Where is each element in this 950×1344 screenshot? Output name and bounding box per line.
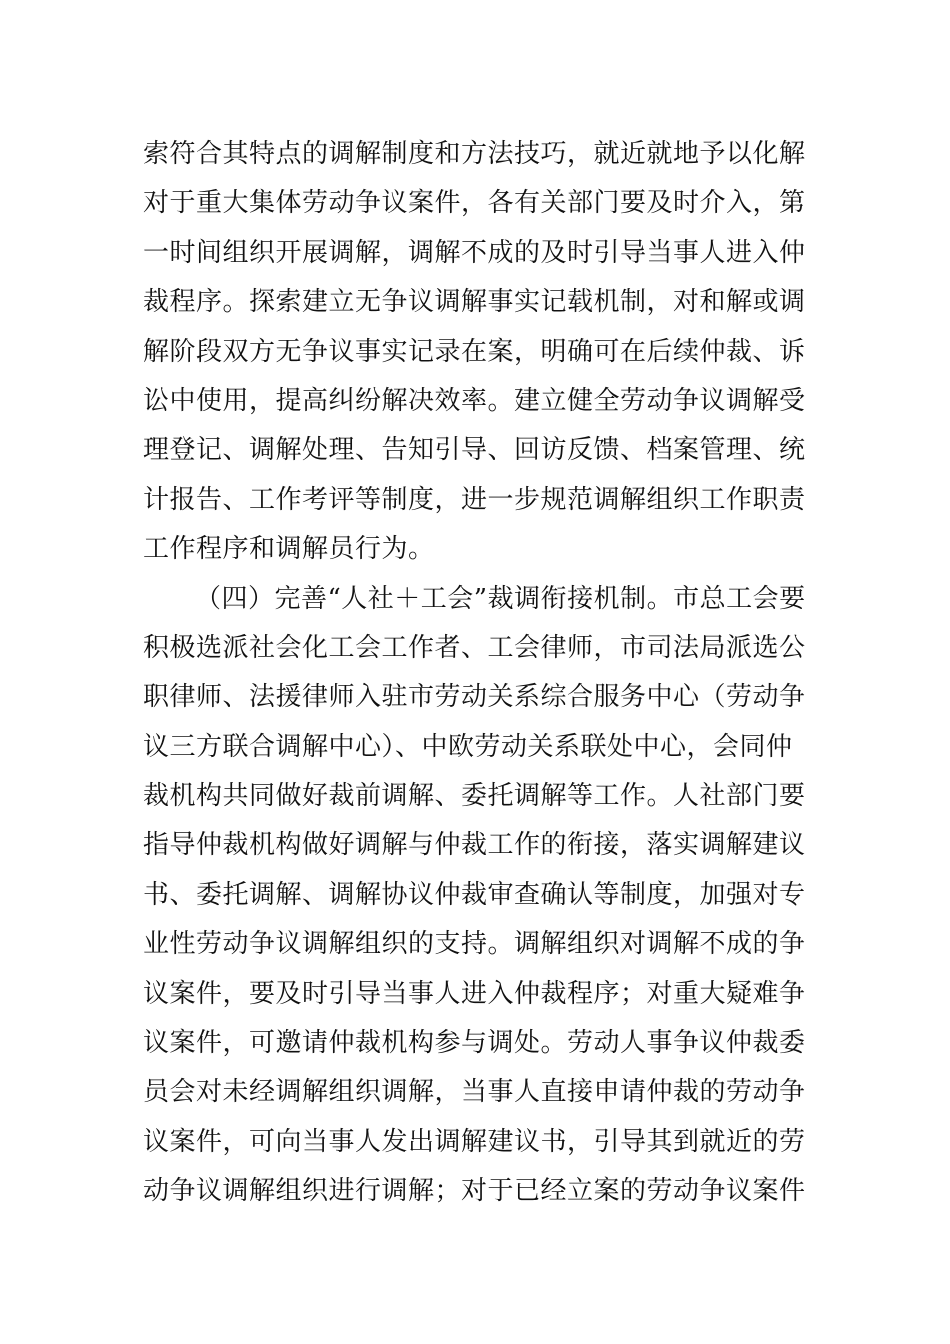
text-line: 裁程序。探索建立无争议调解事实记载机制，对和解或调 (143, 287, 806, 318)
text-line: 职律师、法援律师入驻市劳动关系综合服务中心（劳动争 (143, 682, 806, 713)
text-line: 议案件，可邀请仲裁机构参与调处。劳动人事争议仲裁委 (143, 1028, 806, 1059)
text-line: 一时间组织开展调解，调解不成的及时引导当事人进入仲 (143, 237, 806, 268)
text-line: 计报告、工作考评等制度，进一步规范调解组织工作职责 (143, 484, 806, 515)
section-heading-line: （四）完善“人社＋工会”裁调衔接机制。市总工会要 (195, 583, 806, 614)
text-line: 解阶段双方无争议事实记录在案，明确可在后续仲裁、诉 (143, 336, 806, 367)
text-line: 动争议调解组织进行调解；对于已经立案的劳动争议案件 (143, 1176, 806, 1207)
text-line: 讼中使用，提高纠纷解决效率。建立健全劳动争议调解受 (143, 385, 806, 416)
text-line: 议案件，要及时引导当事人进入仲裁程序；对重大疑难争 (143, 978, 806, 1009)
text-line: 裁机构共同做好裁前调解、委托调解等工作。人社部门要 (143, 781, 806, 812)
text-line: 业性劳动争议调解组织的支持。调解组织对调解不成的争 (143, 929, 806, 960)
text-line: 书、委托调解、调解协议仲裁审查确认等制度，加强对专 (143, 879, 806, 910)
body-text (143, 130, 813, 1217)
text-line: 理登记、调解处理、告知引导、回访反馈、档案管理、统 (143, 435, 806, 466)
text-line: 积极选派社会化工会工作者、工会律师，市司法局派选公 (143, 632, 806, 663)
text-line: 员会对未经调解组织调解，当事人直接申请仲裁的劳动争 (143, 1077, 806, 1108)
text-line: 对于重大集体劳动争议案件，各有关部门要及时介入，第 (143, 188, 806, 219)
text-line: 议三方联合调解中心）、中欧劳动关系联处中心，会同仲 (143, 731, 793, 762)
text-line: 索符合其特点的调解制度和方法技巧，就近就地予以化解 (143, 139, 806, 169)
text-line: 工作程序和调解员行为。 (143, 534, 435, 565)
text-line: 议案件，可向当事人发出调解建议书，引导其到就近的劳 (143, 1126, 806, 1157)
text-line: 指导仲裁机构做好调解与仲裁工作的衔接，落实调解建议 (143, 830, 806, 861)
